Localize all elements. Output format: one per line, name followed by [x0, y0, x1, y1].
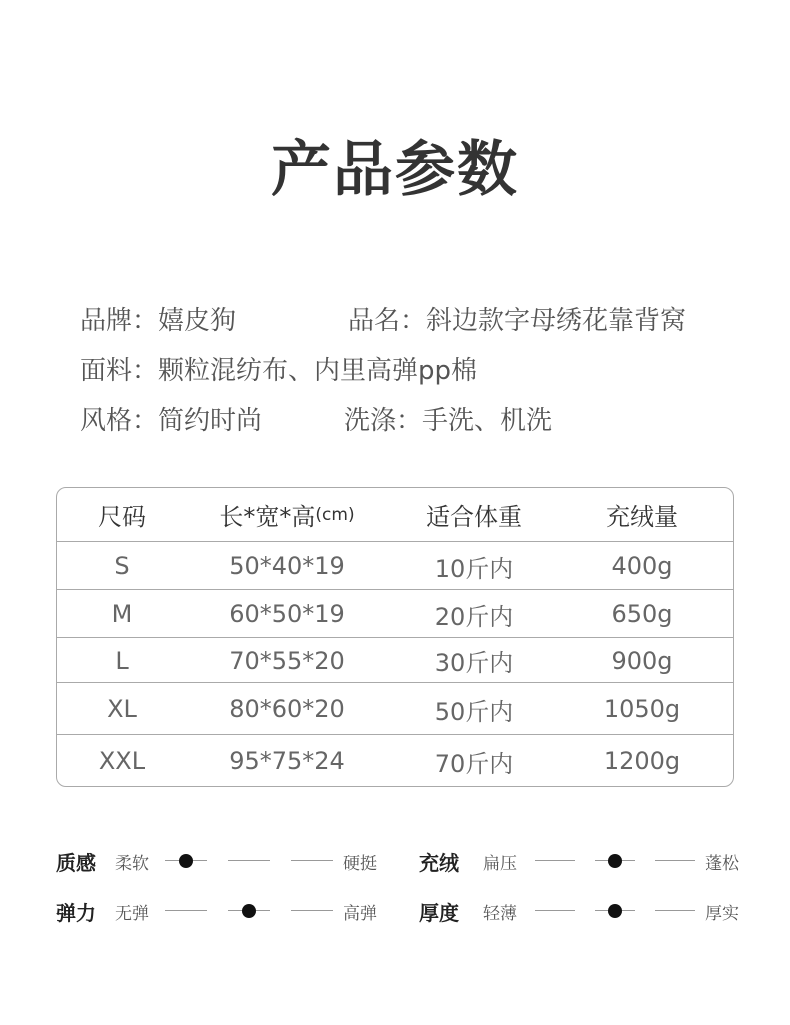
- header-size: 尺码: [98, 503, 146, 531]
- table-row: [57, 589, 733, 638]
- rating-low-label: 柔软: [115, 853, 149, 874]
- table-row: [57, 682, 733, 735]
- cell-fill: 900g: [611, 646, 673, 675]
- rating-track: [165, 896, 333, 926]
- table-row: [57, 541, 733, 590]
- rating-dot: [608, 854, 622, 868]
- cell-size: M: [111, 600, 133, 628]
- cell-fill: 400g: [611, 552, 673, 580]
- header-dimensions: [192, 488, 382, 541]
- rating-low-label: 轻薄: [483, 903, 517, 924]
- cell-size: XL: [107, 695, 137, 723]
- page-title: 产品参数: [271, 135, 519, 205]
- rating-dot: [179, 854, 193, 868]
- rating-fill: [419, 846, 739, 876]
- cell-dimensions: 50*40*19: [229, 552, 345, 580]
- cell-fill: 650g: [611, 600, 673, 628]
- table-row: [57, 637, 733, 683]
- header-dimensions-unit: (cm): [315, 504, 355, 525]
- cell-weight: 20斤内: [434, 602, 514, 631]
- rating-high-label: 高弹: [343, 903, 377, 924]
- cell-fill: 1200g: [603, 747, 681, 775]
- info-style: 风格：简约时尚: [80, 406, 263, 436]
- rating-high-label: 蓬松: [705, 853, 739, 874]
- cell-fill: 1050g: [603, 695, 681, 723]
- header-fill: 充绒量: [606, 503, 678, 531]
- cell-weight: 50斤内: [434, 697, 514, 726]
- rating-high-label: 厚实: [705, 903, 739, 924]
- rating-elasticity: [56, 896, 377, 926]
- rating-dot: [242, 904, 256, 918]
- cell-size: L: [115, 646, 129, 675]
- rating-high-label: 硬挺: [343, 853, 377, 874]
- rating-track: [165, 846, 333, 876]
- cell-dimensions: 70*55*20: [229, 646, 345, 675]
- cell-weight: 70斤内: [434, 749, 514, 778]
- info-wash: 洗涤：手洗、机洗: [344, 406, 553, 436]
- table-row: [57, 734, 733, 787]
- size-table: [56, 487, 734, 787]
- header-dimensions-label: 长*宽*高: [219, 503, 316, 531]
- cell-weight: 10斤内: [434, 554, 514, 583]
- table-header-row: [57, 488, 733, 541]
- rating-dot: [608, 904, 622, 918]
- cell-dimensions: 80*60*20: [229, 695, 345, 723]
- cell-size: XXL: [98, 747, 146, 775]
- info-brand: 品牌：嬉皮狗: [80, 306, 237, 336]
- rating-low-label: 扁压: [483, 853, 517, 874]
- rating-track: [535, 846, 695, 876]
- rating-texture: [56, 846, 377, 876]
- info-product-name: 品名：斜边款字母绣花靠背窝: [348, 306, 687, 336]
- rating-thickness: [419, 896, 739, 926]
- info-fabric: 面料：颗粒混纺布、内里高弹pp棉: [80, 356, 478, 386]
- rating-name: 厚度: [419, 900, 459, 925]
- rating-track: [535, 896, 695, 926]
- header-weight: 适合体重: [426, 503, 522, 531]
- rating-name: 质感: [56, 850, 96, 875]
- cell-dimensions: 95*75*24: [229, 747, 345, 775]
- rating-name: 弹力: [56, 900, 96, 925]
- rating-name: 充绒: [419, 850, 459, 875]
- cell-dimensions: 60*50*19: [229, 600, 345, 628]
- rating-low-label: 无弹: [115, 903, 149, 924]
- cell-weight: 30斤内: [434, 649, 514, 677]
- cell-size: S: [114, 552, 130, 580]
